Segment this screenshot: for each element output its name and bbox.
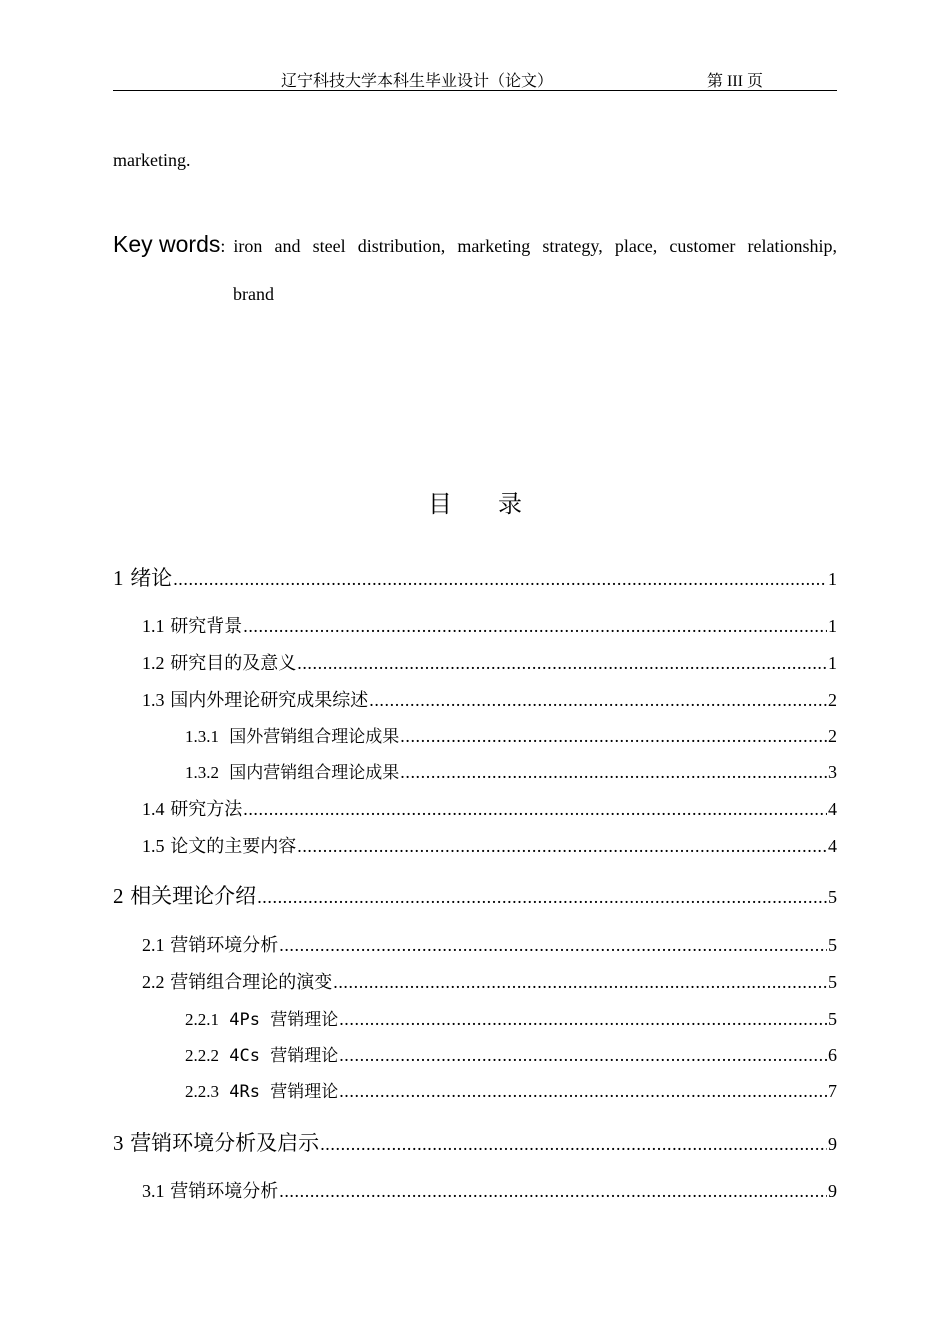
toc-dot-leader xyxy=(243,799,827,820)
toc-entry[interactable] xyxy=(142,968,837,994)
toc-dot-leader xyxy=(173,569,827,590)
toc-entry-title: 营销环境分析及启示 xyxy=(130,1131,320,1155)
keywords-label: Key words xyxy=(113,231,221,257)
toc-entry[interactable] xyxy=(142,649,837,675)
keywords-colon: : xyxy=(220,236,226,256)
toc-entry[interactable] xyxy=(185,1005,837,1030)
toc-entry-title: 营销环境分析 xyxy=(170,1181,279,1202)
toc-entry[interactable] xyxy=(113,880,837,910)
toc-entry-page: 1 xyxy=(828,569,837,589)
toc-entry-page: 5 xyxy=(828,972,837,992)
toc-entry-title: 研究目的及意义 xyxy=(170,653,297,674)
toc-entry[interactable] xyxy=(185,1041,837,1066)
toc-entry-number: 1.3.2 xyxy=(185,763,219,782)
abstract-tail: marketing. xyxy=(113,150,191,170)
toc-entry-title: 4Cs 营销理论 xyxy=(229,1046,339,1066)
toc-entry-page: 5 xyxy=(828,935,837,955)
toc-entry[interactable] xyxy=(142,931,837,957)
toc-entry-label xyxy=(185,758,400,783)
toc-dot-leader xyxy=(339,1081,827,1102)
toc-dot-leader xyxy=(297,653,827,674)
toc-entry-label xyxy=(185,1077,339,1102)
toc-entry-label xyxy=(142,612,243,638)
toc-entry-number: 2.2 xyxy=(142,972,165,992)
toc-entry-title: 研究背景 xyxy=(170,616,243,637)
toc-entry-page: 4 xyxy=(828,799,837,819)
toc-entry-number: 2.2.1 xyxy=(185,1010,219,1029)
toc-dot-leader xyxy=(279,935,827,956)
toc-entry-number: 1.3.1 xyxy=(185,727,219,746)
toc-entry[interactable] xyxy=(185,1077,837,1102)
toc-entry-number: 1.2 xyxy=(142,653,165,673)
toc-entry-label xyxy=(142,795,243,821)
toc-entry-title: 国外营销组合理论成果 xyxy=(229,727,400,747)
toc-title: 目录 xyxy=(428,490,568,518)
toc-entry-page: 1 xyxy=(828,616,837,636)
toc-entry-label xyxy=(142,968,333,994)
toc-entry-page: 5 xyxy=(828,887,837,907)
toc-entry[interactable] xyxy=(113,1127,837,1157)
toc-entry[interactable] xyxy=(185,722,837,747)
toc-entry-title: 国内营销组合理论成果 xyxy=(229,763,400,783)
toc-entry-label xyxy=(142,832,297,858)
toc-entry[interactable] xyxy=(142,686,837,712)
toc-entry-title: 研究方法 xyxy=(170,799,243,820)
toc-entry-number: 2 xyxy=(113,884,124,908)
toc-entry-title: 论文的主要内容 xyxy=(170,836,297,857)
toc-entry-label xyxy=(113,562,173,592)
toc-entry-title: 营销环境分析 xyxy=(170,935,279,956)
toc-entry-label xyxy=(142,931,279,957)
toc-entry-page: 9 xyxy=(828,1181,837,1201)
toc-dot-leader xyxy=(279,1181,827,1202)
toc-entry-title: 相关理论介绍 xyxy=(130,884,257,908)
toc-entry-page: 7 xyxy=(828,1081,837,1101)
toc-entry-page: 3 xyxy=(828,762,837,782)
page-header xyxy=(113,66,837,91)
toc-entry-number: 2.2.2 xyxy=(185,1046,219,1065)
toc-dot-leader xyxy=(400,762,827,783)
toc-entry[interactable] xyxy=(142,795,837,821)
toc-entry-page: 2 xyxy=(828,726,837,746)
toc-dot-leader xyxy=(400,726,827,747)
keywords-text-line2: brand xyxy=(233,284,274,304)
toc-entry-label xyxy=(185,722,400,747)
toc-entry-number: 1 xyxy=(113,566,124,590)
toc-entry[interactable] xyxy=(142,1177,837,1203)
toc-entry-page: 1 xyxy=(828,653,837,673)
toc-entry[interactable] xyxy=(142,612,837,638)
toc-entry-number: 1.5 xyxy=(142,836,165,856)
toc-entry-title: 绪论 xyxy=(130,566,173,590)
toc-entry-number: 3.1 xyxy=(142,1181,165,1201)
toc-entry[interactable] xyxy=(113,562,837,592)
toc-entry-title: 4Ps 营销理论 xyxy=(229,1010,339,1030)
toc-entry-label xyxy=(113,1127,320,1157)
toc-entry-page: 5 xyxy=(828,1009,837,1029)
toc-dot-leader xyxy=(339,1045,827,1066)
toc-entry-number: 1.3 xyxy=(142,690,165,710)
toc-entry-number: 2.1 xyxy=(142,935,165,955)
toc-entry-label xyxy=(185,1041,339,1066)
toc-dot-leader xyxy=(257,887,827,908)
toc-entry-number: 1.4 xyxy=(142,799,165,819)
toc-entry[interactable] xyxy=(142,832,837,858)
toc-entry-label xyxy=(113,880,257,910)
toc-entry-label xyxy=(185,1005,339,1030)
toc-dot-leader xyxy=(320,1134,827,1155)
toc-entry-label xyxy=(142,686,369,712)
toc-dot-leader xyxy=(339,1009,827,1030)
toc-entry-number: 1.1 xyxy=(142,616,165,636)
toc-entry[interactable] xyxy=(185,758,837,783)
toc-entry-number: 2.2.3 xyxy=(185,1082,219,1101)
toc-entry-title: 4Rs 营销理论 xyxy=(229,1082,339,1102)
header-page-number: 第 III 页 xyxy=(707,73,763,90)
toc-entry-page: 9 xyxy=(828,1134,837,1154)
toc-dot-leader xyxy=(243,616,827,637)
toc-dot-leader xyxy=(333,972,827,993)
keywords-text-line1: iron and steel distribution, marketing strategy, place, customer relationship, xyxy=(233,236,837,256)
toc-entry-title: 国内外理论研究成果综述 xyxy=(170,690,369,711)
toc-entry-label xyxy=(142,649,297,675)
toc-entry-title: 营销组合理论的演变 xyxy=(170,972,333,993)
toc-dot-leader xyxy=(297,836,827,857)
toc-entry-page: 2 xyxy=(828,690,837,710)
toc-entry-label xyxy=(142,1177,279,1203)
toc-dot-leader xyxy=(369,690,827,711)
keywords-line xyxy=(113,231,837,258)
header-title: 辽宁科技大学本科生毕业设计（论文） xyxy=(281,73,554,90)
toc-entry-page: 6 xyxy=(828,1045,837,1065)
toc-entry-page: 4 xyxy=(828,836,837,856)
toc-entry-number: 3 xyxy=(113,1131,124,1155)
